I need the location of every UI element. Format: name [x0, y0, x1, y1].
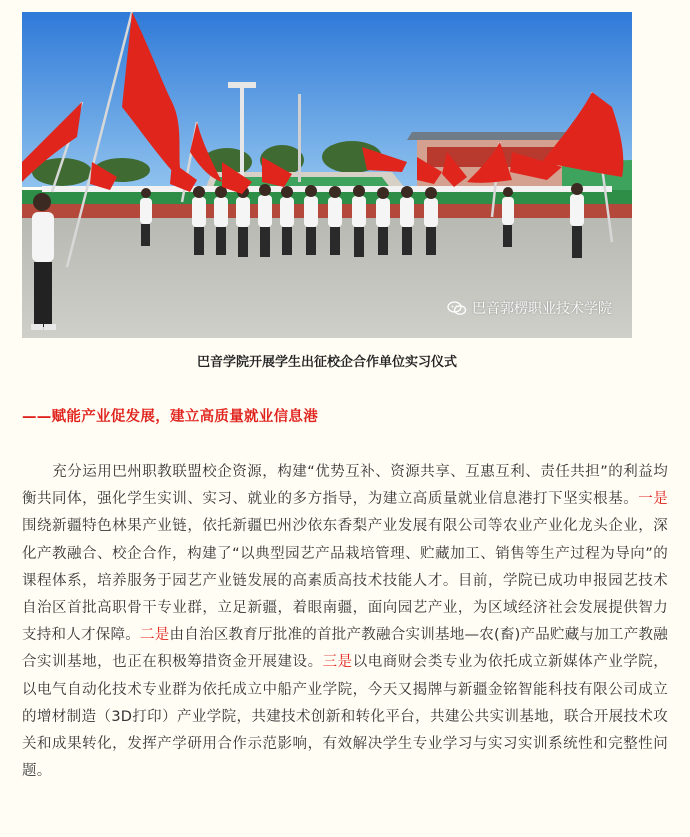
article-point-three: 以电商财会类专业为依托成立新媒体产业学院，以电气自动化技术专业群为依托成立中船产业学院，今天又揭牌与新疆金铭智能科技有限公司成立的增材制造（3D打印）产业学院，共建技术创新和转化平台，共建公共实训基地，联合开展技术攻关和成果转化，发挥产学研用合作示范影响，有效解决学生专业学习与实习实训系统性和完整性问题。: [22, 654, 669, 780]
event-photo: [22, 12, 632, 338]
parade-illustration: [22, 12, 632, 338]
watermark-text: 巴音郭楞职业技术学院: [472, 301, 612, 317]
article-body: [22, 459, 668, 785]
highlight-first: 一是: [638, 491, 668, 508]
highlight-second: 二是: [140, 627, 170, 644]
article-point-one: 围绕新疆特色林果产业链，依托新疆巴州沙依东香梨产业发展有限公司等农业产业化龙头企业，深化产教融合、校企合作，构建了“以典型园艺产品栽培管理、贮藏加工、销售等生产过程为导向”的课程体系，培养服务于园艺产业链发展的高素质高技术技能人才。目前，学院已成功申报园艺技术自治区首批高职骨干专业群，立足新疆，着眼南疆，面向园艺产业，为区域经济社会发展提供智力支持和人才保障。: [22, 518, 668, 644]
wechat-bubble-icon: [447, 301, 467, 316]
section-heading: ——赋能产业促发展，建立高质量就业信息港: [22, 409, 318, 425]
article-point-two: 由自治区教育厅批准的首批产教融合实训基地—农(畜)产品贮藏与加工产教融合实训基地，也正在积极筹措资金开展建设。: [22, 627, 668, 671]
highlight-third: 三是: [322, 654, 353, 671]
photo-caption: 巴音学院开展学生出征校企合作单位实习仪式: [196, 355, 457, 370]
watermark: [447, 298, 612, 318]
article-intro: 充分运用巴州职教联盟校企资源，构建“优势互补、资源共享、互惠互利、责任共担”的利益均衡共同体，强化学生实训、实习、就业的多方指导，为建立高质量就业信息港打下坚实根基。: [22, 464, 668, 508]
